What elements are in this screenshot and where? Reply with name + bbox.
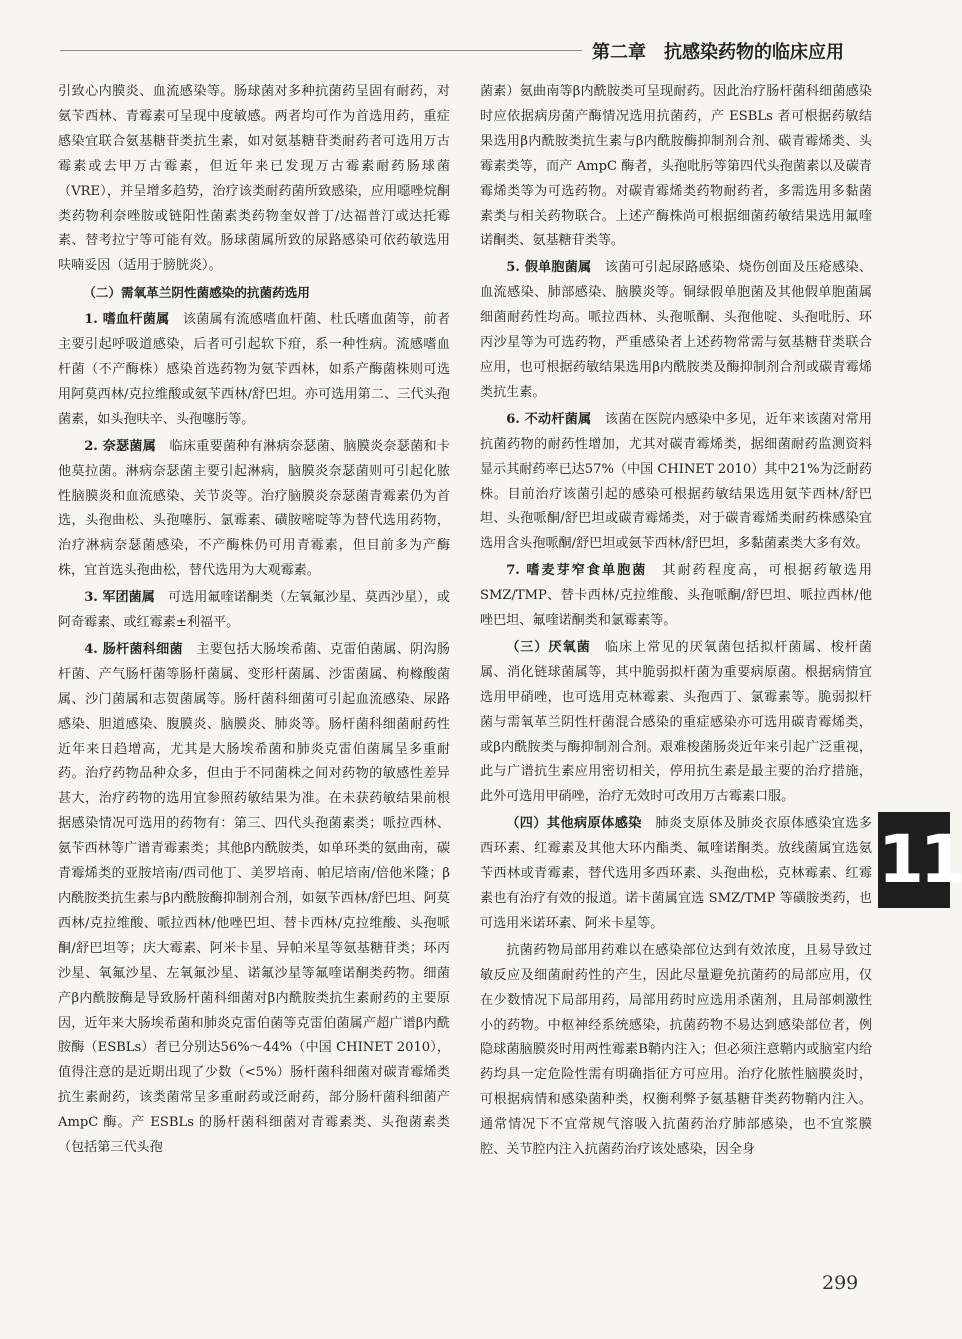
paragraph-lead: 1. 嗜血杆菌属 bbox=[84, 312, 170, 328]
paragraph bbox=[58, 308, 450, 433]
page-number: 299 bbox=[822, 1272, 859, 1294]
paragraph bbox=[480, 812, 872, 937]
chapter-title: 第二章 抗感染药物的临床应用 bbox=[592, 42, 844, 63]
paragraph bbox=[480, 636, 872, 810]
paragraph-text: 临床上常见的厌氧菌包括拟杆菌属、梭杆菌属、消化链球菌属等，其中脆弱拟杆菌为重要病原菌。根据病情宜选用甲硝唑，也可选用克林霉素、头孢西丁、氯霉素等。脆弱拟杆菌与需氧革兰阴性杆菌混合感染的重症感染亦可选用碳青霉烯类，或β内酰胺类与酶抑制剂合剂。艰难梭菌肠炎近年来引起广泛重视，此与广谱抗生素应用密切相关，停用抗生素是最主要的治疗措施，此外可选用甲硝唑，治疗无效时可改用万古霉素口服。 bbox=[480, 639, 873, 805]
paragraph-lead: 2. 奈瑟菌属 bbox=[84, 438, 157, 454]
paragraph-text: 其耐药程度高，可根据药敏选用 SMZ/TMP、替卡西林/克拉维酸、头孢哌酮/舒巴坦、哌拉西林/他唑巴坦、氟喹诺酮类和氯霉素等。 bbox=[480, 563, 873, 629]
paragraph bbox=[58, 435, 450, 584]
paragraph-text: 该菌属有流感嗜血杆菌、杜氏嗜血菌等，前者主要引起呼吸道感染，后者可引起软下疳，系一种性病。流感嗜血杆菌（不产酶株）感染首选药物为氨苄西林，如系产酶菌株则可选用阿莫西林/克拉维酸或氨苄西林/舒巴坦。亦可选用第二、三代头孢菌素，如头孢呋辛、头孢噻肟等。 bbox=[58, 312, 451, 427]
header-rule bbox=[60, 50, 582, 51]
paragraph-text: 临床重要菌种有淋病奈瑟菌、脑膜炎奈瑟菌和卡他莫拉菌。淋病奈瑟菌主要引起淋病，脑膜炎奈瑟菌则可引起化脓性脑膜炎和血流感染、关节炎等。治疗脑膜炎奈瑟菌青霉素仍为首选，头孢曲松、头孢噻肟、氯霉素、磺胺嘧啶等为替代选用药物，治疗淋病奈瑟菌感染，不产酶株仍可用青霉素，但目前多为产酶株，宜首选头孢曲松，替代选用为大观霉素。 bbox=[58, 438, 451, 579]
paragraph-text: 肺炎支原体及肺炎衣原体感染宜选多西环素、红霉素及其他大环内酯类、氟喹诺酮类。放线菌属宜选氨苄西林或青霉素，替代选用多西环素、头孢曲松，克林霉素、红霉素也有治疗有效的报道。诺卡菌属宜选 SMZ/TMP 等磺胺类药，也可选用米诺环素、阿米卡星等。 bbox=[480, 816, 873, 931]
paragraph-lead: （三）厌氧菌 bbox=[506, 639, 591, 655]
paragraph bbox=[480, 80, 872, 254]
paragraph-text: 可选用氟喹诺酮类（左氧氟沙星、莫西沙星），或阿奇霉素、或红霉素±利福平。 bbox=[58, 590, 450, 631]
left-column bbox=[58, 80, 450, 1163]
paragraph-lead: 5. 假单胞菌属 bbox=[506, 260, 592, 276]
paragraph bbox=[58, 80, 450, 279]
paragraph-text: 菌素）氨曲南等β内酰胺类可呈现耐药。因此治疗肠杆菌科细菌感染时应依据病房菌产酶情况选用抗菌药，产 ESBLs 者可根据药敏结果选用β内酰胺类抗生素与β内酰胺酶抑制剂合剂、碳青霉烯类、头霉素类等，而产 AmpC 酶者，头孢吡肟等第四代头孢菌素以及碳青霉烯类等为可选药物。对碳青霉烯类药物耐药者，多需选用多黏菌素类与相关药物联合。上述产酶株尚可根据细菌药敏结果选用氟喹诺酮类、氨基糖苷类等。 bbox=[480, 84, 872, 249]
paragraph-text: 抗菌药物局部用药难以在感染部位达到有效浓度，且易导致过敏反应及细菌耐药性的产生，因此尽量避免抗菌药的局部应用，仅在少数情况下局部用药，局部用药时应选用杀菌剂，且局部刺激性小的药物。中枢神经系统感染，抗菌药物不易达到感染部位者，例隐球菌脑膜炎时用两性霉素B鞘内注入；但必须注意鞘内或脑室内给药均具一定危险性需有明确指征方可应用。治疗化脓性脑膜炎时，可根据病情和感染菌种类，权衡利弊予氨基糖苷类药物鞘内注入。通常情况下不宜常规气溶吸入抗菌药治疗肺部感染，也不宜浆膜腔、关节腔内注入抗菌药治疗该处感染，因全身 bbox=[480, 942, 872, 1158]
paragraph bbox=[480, 408, 872, 557]
paragraph-lead: （四）其他病原体感染 bbox=[506, 816, 642, 832]
paragraph bbox=[480, 256, 872, 405]
paragraph-lead: 6. 不动杆菌属 bbox=[506, 411, 592, 427]
chapter-number-tab: 11 bbox=[878, 812, 950, 908]
paragraph bbox=[480, 559, 872, 634]
paragraph-text: 该菌可引起尿路感染、烧伤创面及压疮感染、血流感染、肺部感染、脑膜炎等。铜绿假单胞菌及其他假单胞菌属细菌耐药性均高。哌拉西林、头孢哌酮、头孢他啶、头孢吡肟、环丙沙星等为可选药物，严重感染者上述药物常需与氨基糖苷类联合应用，也可根据药敏结果选用β内酰胺类及酶抑制剂合剂或碳青霉烯类抗生素。 bbox=[480, 260, 873, 400]
section-heading: （二）需氧革兰阴性菌感染的抗菌药选用 bbox=[83, 285, 310, 301]
paragraph-text: 该菌在医院内感染中多见，近年来该菌对常用抗菌药物的耐药性增加，尤其对碳青霉烯类，据细菌耐药监测资料显示其耐药率已达57%（中国 CHINET 2010）其中21%为泛耐药株。目前治疗该菌引起的感染可根据药敏结果选用氨苄西林/舒巴坦、头孢哌酮/舒巴坦或碳青霉烯类，对于碳青霉烯类耐药株感染宜选用含头孢哌酮/舒巴坦或氨苄西林/舒巴坦，多黏菌素类大多有效。 bbox=[480, 411, 873, 552]
paragraph-lead: 7. 嗜麦芽窄食单胞菌 bbox=[506, 563, 648, 579]
paragraph bbox=[58, 586, 450, 636]
paragraph bbox=[480, 939, 872, 1163]
paragraph-lead: 4. 肠杆菌科细菌 bbox=[84, 641, 183, 657]
right-column bbox=[480, 80, 872, 1165]
paragraph bbox=[58, 638, 450, 1161]
paragraph-text: 主要包括大肠埃希菌、克雷伯菌属、阴沟肠杆菌、产气肠杆菌等肠杆菌属、变形杆菌属、沙雷菌属、枸橼酸菌属、沙门菌属和志贺菌属等。肠杆菌科细菌可引起血流感染、尿路感染、胆道感染、腹膜炎、脑膜炎、肺炎等。肠杆菌科细菌耐药性近年来日趋增高，尤其是大肠埃希菌和肺炎克雷伯菌属呈多重耐药。治疗药物品种众多，但由于不同菌株之间对药物的敏感性差异甚大，治疗药物的选用宜参照药敏结果为准。在未获药敏结果前根据感染情况可选用的药物有：第三、四代头孢菌素类；哌拉西林、氨苄西林等广谱青霉素类；其他β内酰胺类，如单环类的氨曲南，碳青霉烯类的亚胺培南/西司他丁、美罗培南、帕尼培南/倍他米隆；β内酰胺类抗生素与β内酰胺酶抑制剂合剂，如氨苄西林/舒巴坦、阿莫西林/克拉维酸、哌拉西林/他唑巴坦、替卡西林/克拉维酸、头孢哌酮/舒巴坦等；庆大霉素、阿米卡星、异帕米星等氨基糖苷类；环丙沙星、氧氟沙星、左氧氟沙星、诺氟沙星等氟喹诺酮类药物。细菌产β内酰胺酶是导致肠杆菌科细菌对β内酰胺类抗生素耐药的主要原因，近年来大肠埃希菌和肺炎克雷伯菌等克雷伯菌属产超广谱β内酰胺酶（ESBLs）者已分别达56%～44%（中国 CHINET 2010），值得注意的是近期出现了少数（<5%）肠杆菌科细菌对碳青霉烯类抗生素耐药，该类菌常呈多重耐药或泛耐药，部分肠杆菌科细菌产 AmpC 酶。产 ESBLs 的肠杆菌科细菌对青霉素类、头孢菌素类（包括第三代头孢 bbox=[58, 641, 450, 1156]
paragraph-lead: 3. 军团菌属 bbox=[84, 590, 155, 606]
paragraph-text: 引致心内膜炎、血流感染等。肠球菌对多种抗菌药呈固有耐药，对氨苄西林、青霉素可呈现中度敏感。两者均可作为首选用药，重症感染宜联合氨基糖苷类抗生素，如对氨基糖苷类耐药者可选用万古霉素或去甲万古霉素，但近年来已发现万古霉素耐药肠球菌（VRE），并呈增多趋势，治疗该类耐药菌所致感染，应用噁唑烷酮类药物利奈唑胺或链阳性菌素类药物奎奴普丁/达福普汀或达托霉素、替考拉宁等可能有效。肠球菌属所致的尿路感染可依药敏选用呋喃妥因（适用于膀胱炎）。 bbox=[58, 84, 450, 274]
